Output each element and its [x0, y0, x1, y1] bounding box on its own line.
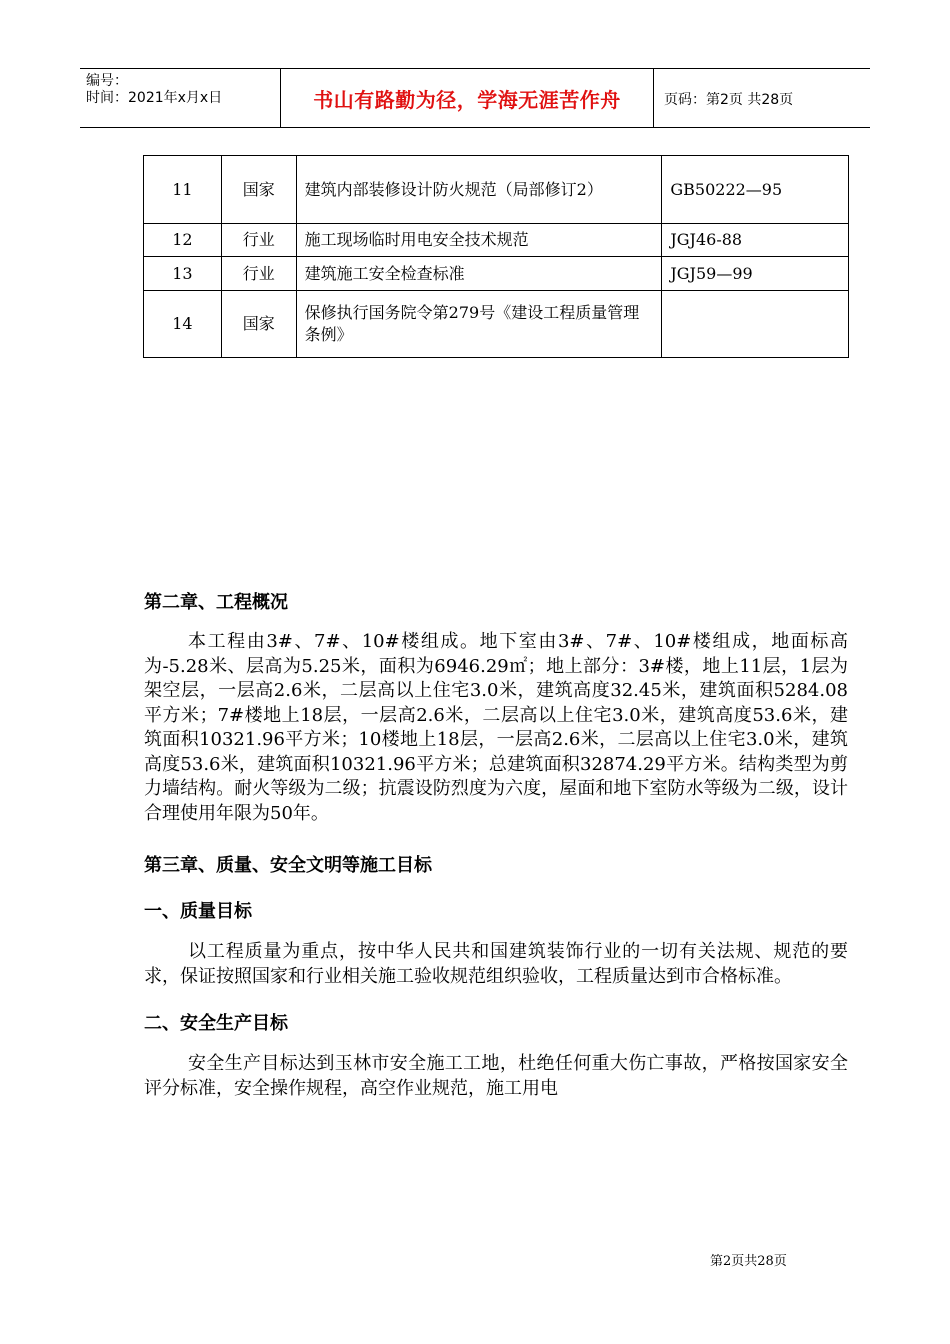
page-footer: 第2页共28页	[710, 1254, 787, 1269]
chapter3-title: 第三章、质量、安全文明等施工目标	[144, 855, 432, 876]
row-number: 11	[144, 156, 222, 224]
header-meta	[86, 73, 222, 107]
row-level: 国家	[221, 156, 296, 224]
row-standard-name: 保修执行国务院令第279号《建设工程质量管理条例》	[296, 291, 662, 358]
table-row	[144, 291, 849, 358]
header-number: 编号：	[86, 73, 128, 89]
row-number: 13	[144, 257, 222, 291]
table-row	[144, 257, 849, 291]
row-number: 12	[144, 224, 222, 257]
table-row	[144, 156, 849, 224]
header-motto: 书山有路勤为径，学海无涯苦作舟	[280, 69, 654, 127]
row-standard-name: 建筑施工安全检查标准	[296, 257, 662, 291]
chapter2-title: 第二章、工程概况	[144, 592, 288, 613]
row-standard-name: 建筑内部装修设计防火规范（局部修订2）	[296, 156, 662, 224]
safety-goal-title: 二、安全生产目标	[144, 1013, 288, 1034]
row-standard-code	[662, 291, 849, 358]
standards-table	[143, 155, 849, 358]
quality-goal-paragraph: 以工程质量为重点，按中华人民共和国建筑装饰行业的一切有关法规、规范的要求，保证按照国家和行业相关施工验收规范组织验收，工程质量达到市合格标准。	[144, 941, 848, 987]
chapter2-paragraph: 本工程由3#、7#、10#楼组成。地下室由3#、7#、10#楼组成，地面标高为-5.28米、层高为5.25米，面积为6946.29㎡；地上部分：3#楼，地上11层，1层为架空层，一层高2.6米，二层高以上住宅3.0米，建筑高度32.45米，建筑面积5284.08平方米；7#楼地上18层，一层高2.6米，二层高以上住宅3.0米，建筑高度53.6米，建筑面积10321.96平方米；10楼地上18层，一层高2.6米，二层高以上住宅3.0米，建筑高度53.6米，建筑面积10321.96平方米；总建筑面积32874.29平方米。结构类型为剪力墙结构。耐火等级为二级；抗震设防烈度为六度，屋面和地下室防水等级为二级，设计合理使用年限为50年。	[144, 631, 848, 824]
row-standard-code: JGJ46-88	[662, 224, 849, 257]
row-standard-name: 施工现场临时用电安全技术规范	[296, 224, 662, 257]
row-level: 行业	[221, 224, 296, 257]
row-level: 国家	[221, 291, 296, 358]
table-row	[144, 224, 849, 257]
row-number: 14	[144, 291, 222, 358]
row-standard-code: GB50222—95	[662, 156, 849, 224]
page-header	[80, 68, 870, 128]
row-level: 行业	[221, 257, 296, 291]
quality-goal-title: 一、质量目标	[144, 901, 252, 922]
document-body	[144, 590, 848, 1101]
safety-goal-paragraph: 安全生产目标达到玉林市安全施工工地，杜绝任何重大伤亡事故，严格按国家安全评分标准，安全操作规程，高空作业规范，施工用电	[144, 1053, 848, 1099]
header-date: 时间：2021年x月x日	[86, 90, 223, 106]
header-page-number: 页码：第2页 共28页	[664, 92, 794, 108]
row-standard-code: JGJ59—99	[662, 257, 849, 291]
